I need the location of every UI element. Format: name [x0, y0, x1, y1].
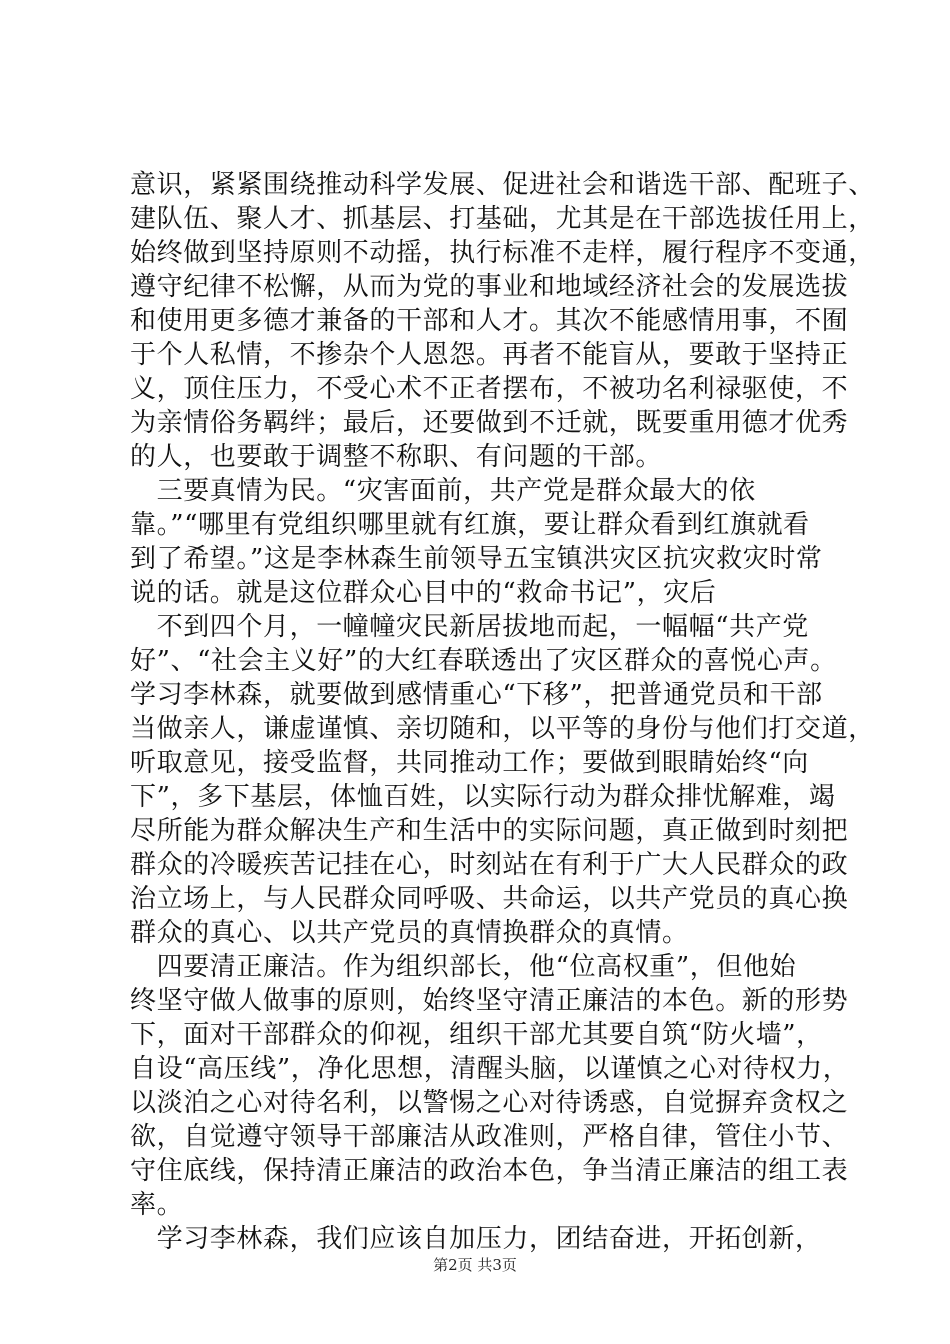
text-line: 欲，自觉遵守领导干部廉洁从政准则，严格自律，管住小节、 [130, 1122, 849, 1152]
text-line: 靠。”“哪里有党组织哪里就有红旗，要让群众看到红旗就看 [130, 510, 810, 540]
text-line: 三要真情为民。“灾害面前，共产党是群众最大的依 [130, 476, 756, 506]
text-line: 不到四个月，一幢幢灾民新居拔地而起，一幅幅“共产党 [130, 612, 809, 642]
text-line: 始终做到坚持原则不动摇，执行标准不走样，履行程序不变通， [130, 238, 875, 268]
text-line: 和使用更多德才兼备的干部和人才。其次不能感情用事，不囿 [130, 306, 849, 336]
text-line: 为亲情俗务羁绊；最后，还要做到不迁就，既要重用德才优秀 [130, 408, 849, 438]
text-line: 意识，紧紧围绕推动科学发展、促进社会和谐选干部、配班子、 [130, 170, 875, 200]
text-line: 自设“高压线”，净化思想，清醒头脑，以谨慎之心对待权力， [130, 1054, 850, 1084]
text-line: 群众的冷暖疾苦记挂在心，时刻站在有利于广大人民群众的政 [130, 850, 849, 880]
text-line: 学习李林森，就要做到感情重心“下移”，把普通党员和干部 [130, 680, 823, 710]
text-line: 下”，多下基层，体恤百姓，以实际行动为群众排忧解难，竭 [130, 782, 836, 812]
text-line: 守住底线，保持清正廉洁的政治本色，争当清正廉洁的组工表 [130, 1156, 849, 1186]
text-line: 遵守纪律不松懈，从而为党的事业和地域经济社会的发展选拔 [130, 272, 849, 302]
text-line: 于个人私情，不掺杂个人恩怨。再者不能盲从，要敢于坚持正 [130, 340, 849, 370]
text-line: 听取意见，接受监督，共同推动工作；要做到眼睛始终“向 [130, 748, 809, 778]
text-line: 尽所能为群众解决生产和生活中的实际问题，真正做到时刻把 [130, 816, 849, 846]
text-line: 以淡泊之心对待名利，以警惕之心对待诱惑，自觉摒弃贪权之 [130, 1088, 849, 1118]
text-line: 下，面对干部群众的仰视，组织干部尤其要自筑“防火墙”， [130, 1020, 823, 1050]
text-line: 群众的真心、以共产党员的真情换群众的真情。 [130, 918, 689, 948]
text-line: 说的话。就是这位群众心目中的“救命书记”，灾后 [130, 578, 717, 608]
text-line: 学习李林森，我们应该自加压力，团结奋进，开拓创新， [130, 1224, 822, 1254]
text-line: 率。 [130, 1190, 184, 1220]
page-number-footer: 第2页 共3页 [433, 1256, 517, 1274]
text-line: 当做亲人，谦虚谨慎、亲切随和，以平等的身份与他们打交道， [130, 714, 875, 744]
text-line: 四要清正廉洁。作为组织部长，他“位高权重”，但他始 [130, 952, 797, 982]
text-line: 好”、“社会主义好”的大红春联透出了灾区群众的喜悦心声。 [130, 646, 837, 676]
text-line: 终坚守做人做事的原则，始终坚守清正廉洁的本色。新的形势 [130, 986, 849, 1016]
text-line: 到了希望。”这是李林森生前领导五宝镇洪灾区抗灾救灾时常 [130, 544, 823, 574]
text-line: 建队伍、聚人才、抓基层、打基础，尤其是在干部选拔任用上， [130, 204, 875, 234]
text-line: 的人，也要敢于调整不称职、有问题的干部。 [130, 442, 663, 472]
text-line: 治立场上，与人民群众同呼吸、共命运，以共产党员的真心换 [130, 884, 849, 914]
text-line: 义，顶住压力，不受心术不正者摆布，不被功名利禄驱使，不 [130, 374, 849, 404]
